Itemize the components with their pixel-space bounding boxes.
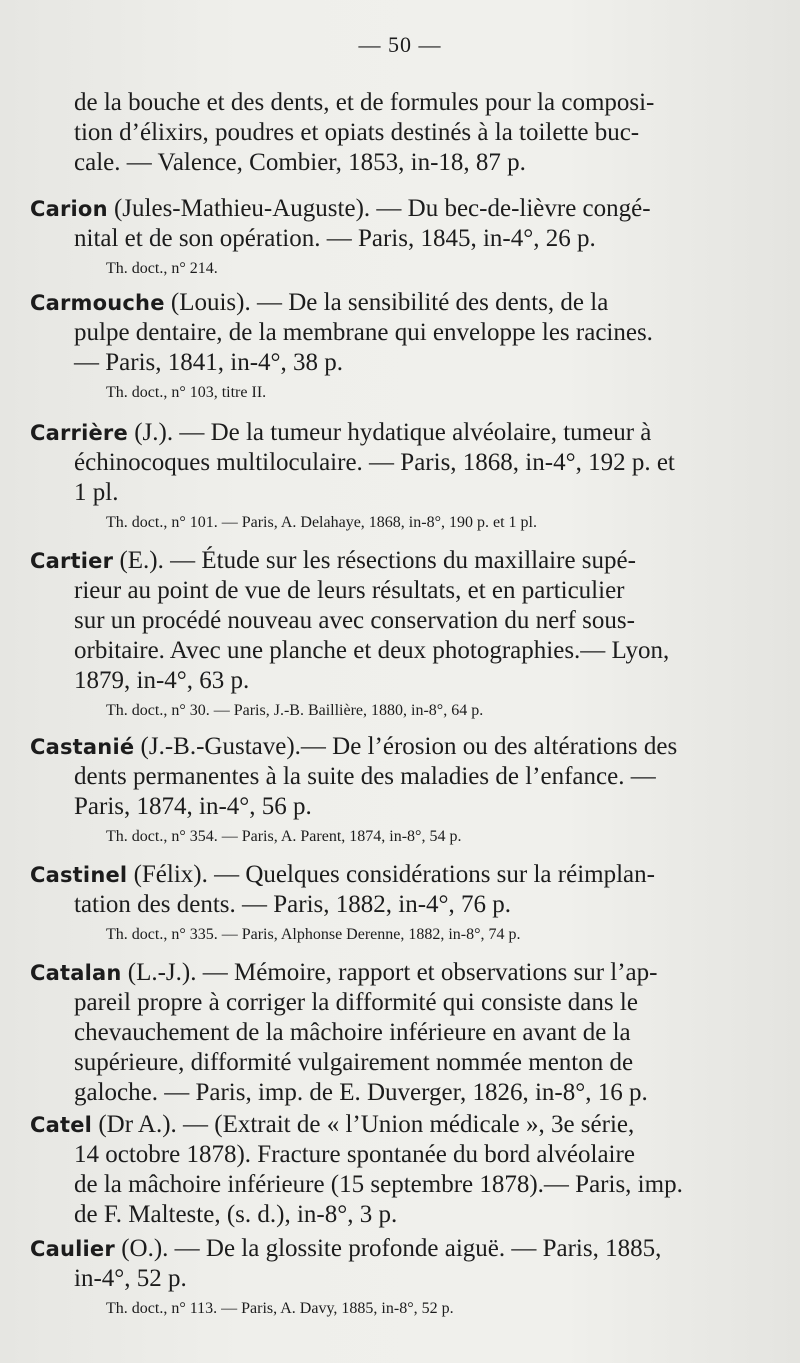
bibliography-entry <box>30 194 775 280</box>
bibliography-entry <box>30 1234 775 1320</box>
author-name: Castanié <box>30 735 135 759</box>
author-name: Carrière <box>30 421 128 445</box>
entry-line: cale. — Valence, Combier, 1853, in-18, 87 p. <box>74 149 526 176</box>
bibliography-entry <box>30 860 775 946</box>
entry-line: sur un procédé nouveau avec conservation du nerf sous- <box>74 607 635 634</box>
entry-line: tation des dents. — Paris, 1882, in-4°, 76 p. <box>74 891 512 918</box>
entry-line: chevauchement de la mâchoire inférieure en avant de la <box>74 1019 631 1046</box>
thesis-note: Th. doct., n° 101. — Paris, A. Delahaye, 1868, in-8°, 190 p. et 1 pl. <box>106 514 537 531</box>
bibliography-entry <box>30 418 775 534</box>
entry-line: de la bouche et des dents, et de formules pour la composi- <box>74 89 655 116</box>
entry-text: (E.). — Étude sur les résections du maxillaire supé- <box>119 547 636 574</box>
entry-line: Paris, 1874, in-4°, 56 p. <box>74 793 312 820</box>
entry-first-line <box>30 194 775 224</box>
author-name: Carmouche <box>30 291 165 315</box>
entry-first-line <box>30 1234 775 1264</box>
author-name: Caulier <box>30 1237 115 1261</box>
entry-line: de F. Malteste, (s. d.), in-8°, 3 p. <box>74 1201 398 1228</box>
entry-line: échinocoques multiloculaire. — Paris, 1868, in-4°, 192 p. et <box>74 449 675 476</box>
entry-line: nital et de son opération. — Paris, 1845, in-4°, 26 p. <box>74 225 596 252</box>
entry-first-line <box>30 860 775 890</box>
entry-line: dents permanentes à la suite des maladies de l’enfance. — <box>74 763 656 790</box>
entry-text: (Félix). — Quelques considérations sur la réimplan- <box>133 861 655 888</box>
thesis-note: Th. doct., n° 30. — Paris, J.-B. Baillière, 1880, in-8°, 64 p. <box>106 702 484 719</box>
entry-line: rieur au point de vue de leurs résultats, et en particulier <box>74 577 625 604</box>
bibliography-entry <box>30 1110 775 1230</box>
entry-line: pareil propre à corriger la difformité qui consiste dans le <box>74 989 638 1016</box>
thesis-note: Th. doct., n° 354. — Paris, A. Parent, 1874, in-8°, 54 p. <box>106 828 462 845</box>
entry-line: pulpe dentaire, de la membrane qui enveloppe les racines. <box>74 319 653 346</box>
author-name: Cartier <box>30 549 114 573</box>
entry-line: in-4°, 52 p. <box>74 1265 187 1292</box>
bibliography-entry <box>30 288 775 404</box>
entry-line: tion d’élixirs, poudres et opiats destinés à la toilette buc- <box>74 119 640 146</box>
entry-line: orbitaire. Avec une planche et deux photographies.— Lyon, <box>74 637 670 664</box>
page-number: — 50 — <box>358 32 442 57</box>
entry-line: de la mâchoire inférieure (15 septembre 1878).— Paris, imp. <box>74 1171 683 1198</box>
thesis-note: Th. doct., n° 335. — Paris, Alphonse Derenne, 1882, in-8°, 74 p. <box>106 926 521 943</box>
bibliography-entry <box>30 546 775 722</box>
bibliography-entry <box>30 88 775 178</box>
entry-text: (Louis). — De la sensibilité des dents, de la <box>170 289 609 316</box>
entry-line: 14 octobre 1878). Fracture spontanée du bord alvéolaire <box>74 1141 635 1168</box>
entry-first-line <box>30 288 775 318</box>
bibliography-entry <box>30 732 775 848</box>
entry-line: supérieure, difformité vulgairement nommée menton de <box>74 1049 634 1076</box>
author-name: Castinel <box>30 863 128 887</box>
author-name: Carion <box>30 197 108 221</box>
thesis-note: Th. doct., n° 103, titre II. <box>106 384 267 401</box>
entry-first-line <box>30 418 775 448</box>
entry-text: (J.-B.-Gustave).— De l’érosion ou des altérations des <box>140 733 678 760</box>
author-name: Catalan <box>30 961 122 985</box>
entry-text: (Dr A.). — (Extrait de « l’Union médicale », 3e série, <box>98 1111 635 1138</box>
entry-line: 1 pl. <box>74 479 119 506</box>
entry-line: galoche. — Paris, imp. de E. Duverger, 1826, in-8°, 16 p. <box>74 1079 648 1106</box>
author-name: Catel <box>30 1113 93 1137</box>
entry-first-line <box>30 732 775 762</box>
entry-text: (J.). — De la tumeur hydatique alvéolaire, tumeur à <box>134 419 652 446</box>
bibliography-entry <box>30 958 775 1108</box>
entry-text: (Jules-Mathieu-Auguste). — Du bec-de-lièvre congé- <box>113 195 651 222</box>
thesis-note: Th. doct., n° 113. — Paris, A. Davy, 1885, in-8°, 52 p. <box>106 1300 454 1317</box>
entry-text: (O.). — De la glossite profonde aiguë. — Paris, 1885, <box>121 1235 662 1262</box>
entry-first-line <box>30 958 775 988</box>
entry-line: — Paris, 1841, in-4°, 38 p. <box>74 349 344 376</box>
entry-first-line <box>30 1110 775 1140</box>
entry-first-line <box>30 546 775 576</box>
entry-line: 1879, in-4°, 63 p. <box>74 667 250 694</box>
thesis-note: Th. doct., n° 214. <box>106 260 218 277</box>
entry-text: (L.-J.). — Mémoire, rapport et observations sur l’ap- <box>127 959 658 986</box>
